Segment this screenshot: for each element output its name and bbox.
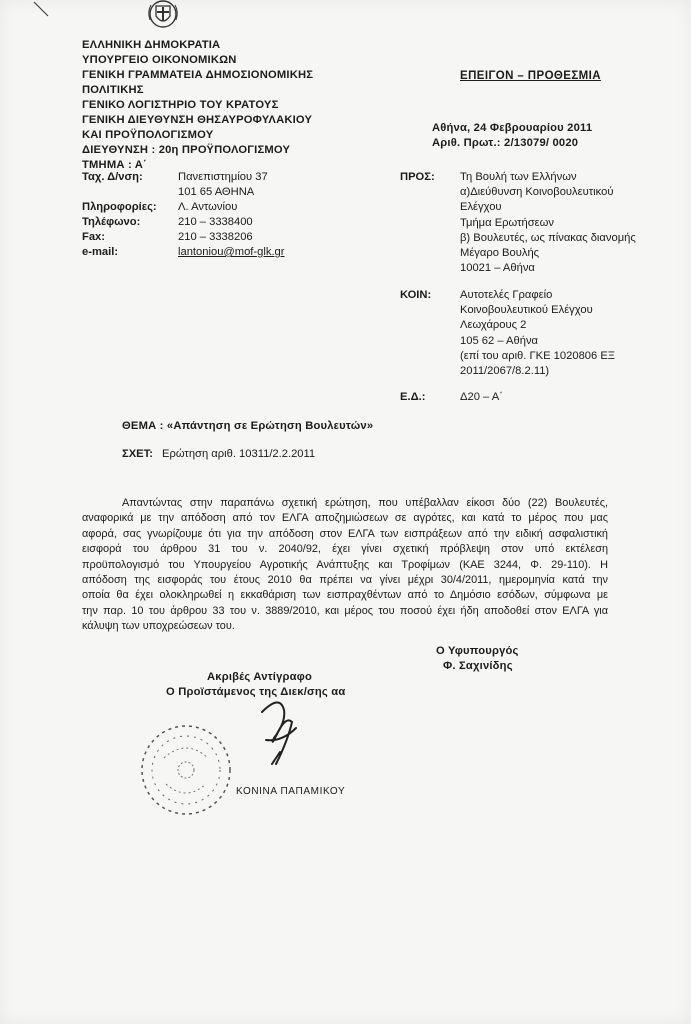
koin-label: ΚΟΙΝ: (400, 289, 432, 301)
header-line: ΓΕΝΙΚΗ ΔΙΕΥΘΥΝΣΗ ΘΗΣΑΥΡΟΦΥΛΑΚΙΟΥ (82, 114, 313, 126)
koin-line: 105 62 – Αθήνα (460, 334, 539, 347)
body-line: αναφορικά με την απόδοση από τον ΕΛΓΑ αποζημιώσεων σε αγρότες, και κατά το μέρος που μας (82, 512, 608, 525)
koin-line: Αυτοτελές Γραφείο (460, 289, 553, 301)
header-line: ΤΜΗΜΑ : Α΄ (82, 159, 147, 171)
pros-line: Ελέγχου (460, 201, 502, 214)
email-value[interactable]: lantoniou@mof-glk.gr (178, 246, 285, 258)
copy-signer-name: ΚΟΝΙΝΑ ΠΑΠΑΜΙΚΟΥ (236, 786, 346, 797)
koin-block (460, 288, 615, 379)
pros-line: α)Διεύθυνση Κοινοβουλευτικού (460, 186, 614, 199)
reference-label: ΣΧΕΤ: (122, 448, 153, 460)
ministry-header (82, 38, 313, 173)
handwritten-signature (252, 692, 312, 772)
ed-label: Ε.Δ.: (400, 391, 426, 403)
scan-mark (32, 0, 52, 20)
header-line: ΔΙΕΥΘΥΝΣΗ : 20η ΠΡΟΫΠΟΛΟΓΙΣΜΟΥ (82, 144, 291, 156)
email-label: e-mail: (82, 246, 119, 258)
info-value: Λ. Αντωνίου (178, 201, 238, 213)
pros-line: Μέγαρο Βουλής (460, 247, 540, 260)
info-label: Πληροφορίες: (82, 201, 157, 213)
signatory-title: Ο Υφυπουργός (436, 645, 519, 657)
koin-line: Κοινοβουλευτικού Ελέγχου (460, 304, 593, 317)
official-stamp (134, 718, 238, 822)
ed-value: Δ20 – Α΄ (460, 391, 503, 403)
header-line: ΠΟΛΙΤΙΚΗΣ (82, 84, 144, 96)
koin-line: (επί του αριθ. ΓΚΕ 1020806 ΕΞ (460, 349, 616, 362)
header-line: ΓΕΝΙΚΗ ΓΡΑΜΜΑΤΕΙΑ ΔΗΜΟΣΙΟΝΟΜΙΚΗΣ (82, 69, 314, 81)
koin-line: 2011/2067/8.2.11) (460, 365, 550, 378)
pros-line: 10021 – Αθήνα (460, 262, 535, 275)
pros-line: β) Βουλευτές, ως πίνακας διανομής (460, 231, 636, 244)
body-line: αφορά, σας γνωρίζουμε ότι για την απόδοση στον ΕΛΓΑ των εισπράξεων από την ειδική ασφαλιστική (82, 527, 608, 540)
pros-line: Τμήμα Ερωτήσεων (460, 216, 554, 229)
address-city: 101 65 ΑΘΗΝΑ (178, 186, 255, 198)
body-paragraph (82, 496, 608, 635)
koin-line: Λεωχάρους 2 (460, 319, 527, 332)
address-line: Πανεπιστημίου 37 (178, 171, 268, 183)
urgent-notice: ΕΠΕΙΓΟΝ – ΠΡΟΘΕΣΜΙΑ (460, 70, 601, 82)
body-line: Απαντώντας στην παραπάνω σχετική ερώτηση, που υπέβαλλαν είκοσι δύο (22) Βουλευτές, (122, 497, 608, 509)
header-line: ΥΠΟΥΡΓΕΙΟ ΟΙΚΟΝΟΜΙΚΩΝ (82, 54, 237, 66)
body-line: προϋπολογισμό του Υπουργείου Αγροτικής Ανάπτυξης και Τροφίμων (ΚΑΕ 3244, Φ. 29-110). Η (82, 558, 608, 571)
body-line: την παρ. 10 του άρθρου 33 του ν. 3889/2010, και μέρος του ποσού έχει ήδη αποδοθεί στον ΕΛΓΑ για (82, 604, 608, 617)
body-line: οποία θα έχει ολοκληρωθεί η εκκαθάριση των εισπραχθέντων από το Δημόσιο εσόδων, σύμφωνα με (82, 589, 608, 602)
header-line: ΕΛΛΗΝΙΚΗ ΔΗΜΟΚΡΑΤΙΑ (82, 39, 221, 51)
body-line: εισφορά του άρθρου 31 του ν. 2040/92, έχει γίνει σχετική πρόβλεψη στον υπό εκτέλεση (82, 543, 608, 556)
address-label: Ταχ. Δ/νση: (82, 171, 143, 183)
pros-line: Τη Βουλή των Ελλήνων (460, 171, 577, 183)
body-line: κάλυψη των υποχρεώσεων του. (82, 620, 235, 633)
protocol-line: Αριθ. Πρωτ.: 2/13079/ 0020 (432, 137, 579, 149)
coat-of-arms-emblem (142, 0, 184, 32)
reference-value: Ερώτηση αριθ. 10311/2.2.2011 (162, 448, 316, 460)
pros-label: ΠΡΟΣ: (400, 171, 435, 183)
header-line: ΓΕΝΙΚΟ ΛΟΓΙΣΤΗΡΙΟ ΤΟΥ ΚΡΑΤΟΥΣ (82, 99, 279, 111)
fax-value: 210 – 3338206 (178, 231, 253, 243)
signatory-name: Φ. Σαχινίδης (443, 660, 513, 672)
fax-label: Fax: (82, 231, 106, 243)
body-line: απόδοση της εισφοράς του έτους 2010 θα πρέπει να γίνει μέχρι 30/4/2011, ημερομηνία κατά την (82, 574, 608, 587)
date-line: Αθήνα, 24 Φεβρουαρίου 2011 (432, 122, 593, 134)
header-line: ΚΑΙ ΠΡΟΫΠΟΛΟΓΙΣΜΟΥ (82, 129, 214, 141)
certified-copy-role: Ο Προϊστάμενος της Διεκ/σης αα (166, 686, 346, 698)
phone-label: Τηλέφωνο: (82, 216, 141, 228)
certified-copy-label: Ακριβές Αντίγραφο (207, 671, 312, 683)
subject-line: ΘΕΜΑ : «Απάντηση σε Ερώτηση Βουλευτών» (122, 420, 374, 432)
phone-value: 210 – 3338400 (178, 216, 253, 228)
pros-block (460, 170, 636, 276)
